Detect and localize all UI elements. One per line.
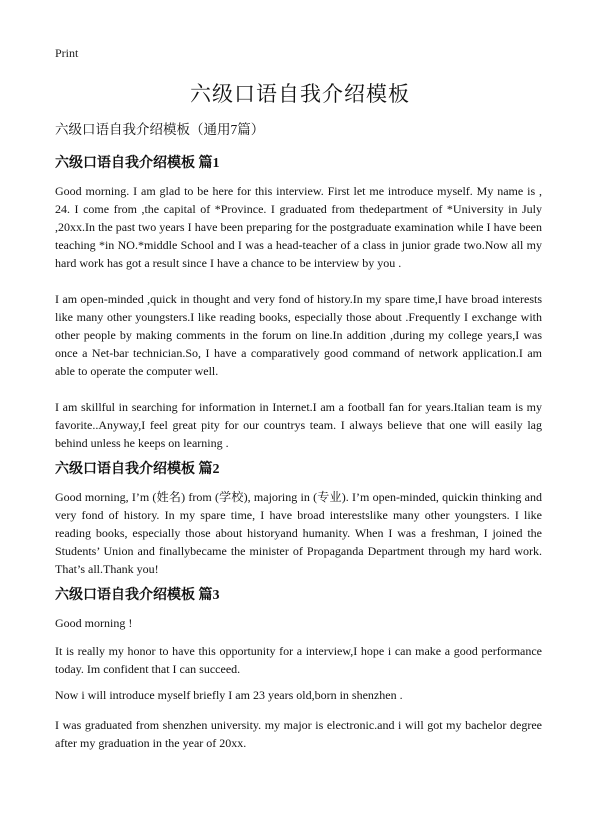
section-1-paragraph-1: Good morning. I am glad to be here for this interview. First let me introduce myself. My name is , 24. I come from ,the capital of *Province. I graduated from thedepartment of *University in July ,20xx.In the past two years I have been preparing for the postgraduate examination while I have been teaching *in NO.*middle School and I was a head-teacher of a class in junior grade two.Now all my hard work has got a result since I have a chance to be interview by you . (55, 184, 542, 270)
section-1-paragraph-2: I am open-minded ,quick in thought and very fond of history.In my spare time,I have broad interests like many other youngsters.I like reading books, especially those about .Frequently I exchange with other people by making comments in the forum on line.In addition ,during my college years,I was once a Net-bar technician.So, I have a comparatively good command of network application.I am able to operate the computer well. (55, 292, 542, 378)
section-3-paragraph-4: I was graduated from shenzhen university. my major is electronic.and i will got my bachelor degree after my graduation in the year of 20xx. (55, 718, 542, 750)
page-title: 六级口语自我介绍模板 (190, 82, 410, 106)
section-3-paragraph-1: Good morning ! (55, 616, 133, 630)
document-subtitle: 六级口语自我介绍模板（通用7篇） (55, 122, 265, 137)
section-1-paragraph-3: I am skillful in searching for information in Internet.I am a football fan for years.Italian team is my favorite..Anyway,I feel great pity for our countrys team. I always believe that one will easily lag behind unless he keeps on learning . (55, 400, 542, 450)
section-heading-3: 六级口语自我介绍模板 篇3 (55, 588, 220, 603)
section-3-paragraph-3: Now i will introduce myself briefly I am 23 years old,born in shenzhen . (55, 688, 403, 702)
section-heading-1: 六级口语自我介绍模板 篇1 (55, 156, 220, 171)
section-2-paragraph-1: Good morning, I’m (姓名) from (学校), majoring in (专业). I’m open-minded, quickin thinking and very fond of history. In my spare time, I have broad interestslike many other youngsters. I like reading books, especially those about historyand humanity. When I was a freshman, I joined the Students’ Union and finallybecame the minister of Propaganda Department through my hard work. That’s all.Thank you! (55, 490, 542, 576)
section-heading-2: 六级口语自我介绍模板 篇2 (55, 462, 220, 477)
print-link[interactable]: Print (55, 46, 79, 60)
section-3-paragraph-2: It is really my honor to have this opportunity for a interview,I hope i can make a good performance today. Im confident that I can succeed. (55, 644, 542, 676)
